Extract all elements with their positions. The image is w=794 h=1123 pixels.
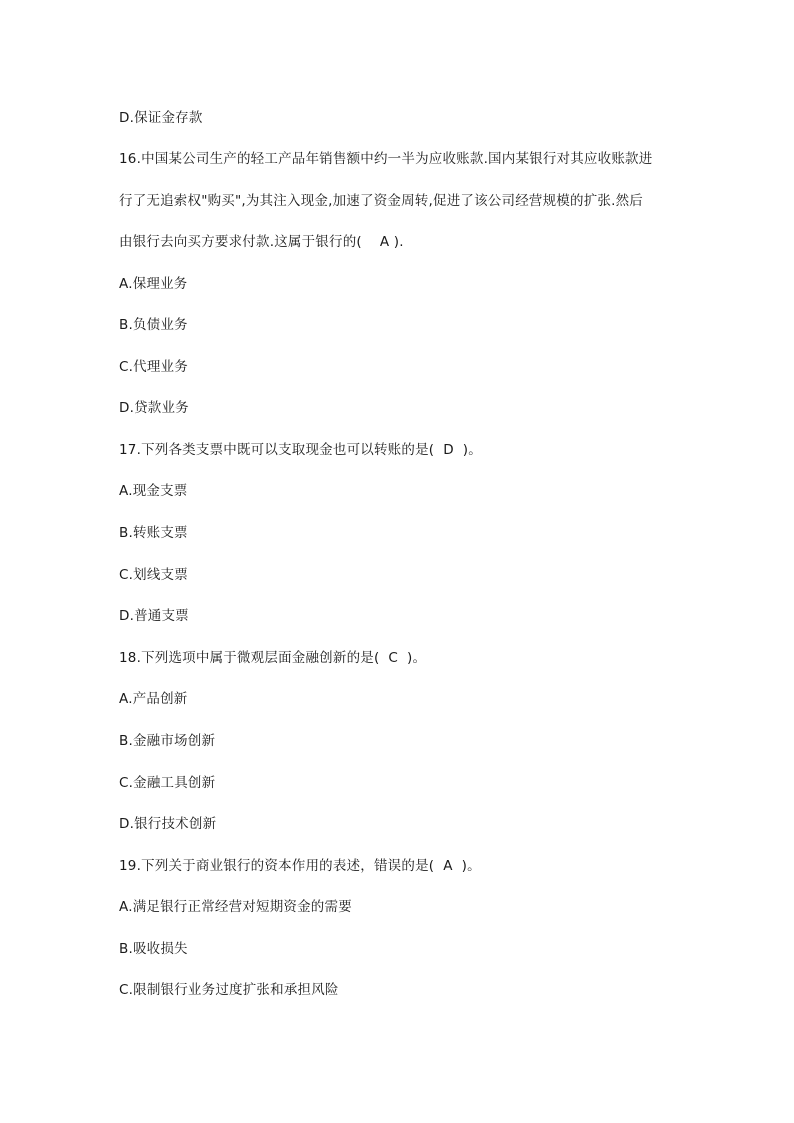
question-16-line-3: 由银行去向买方要求付款.这属于银行的( A ). xyxy=(119,234,404,250)
option-18-b: B.金融市场创新 xyxy=(119,733,216,749)
option-19-a: A.满足银行正常经营对短期资金的需要 xyxy=(119,899,352,915)
option-19-b: B.吸收损失 xyxy=(119,941,188,957)
option-15-d: D.保证金存款 xyxy=(119,110,203,126)
option-17-c: C.划线支票 xyxy=(119,567,188,583)
option-18-c: C.金融工具创新 xyxy=(119,775,216,791)
question-16-line-2: 行了无追索权"购买",为其注入现金,加速了资金周转,促进了该公司经营规模的扩张.然后 xyxy=(119,193,643,209)
option-16-d: D.贷款业务 xyxy=(119,400,189,416)
option-16-b: B.负债业务 xyxy=(119,317,188,333)
option-18-a: A.产品创新 xyxy=(119,691,188,707)
question-17: 17.下列各类支票中既可以支取现金也可以转账的是( D )。 xyxy=(119,442,482,458)
option-16-a: A.保理业务 xyxy=(119,276,188,292)
option-17-a: A.现金支票 xyxy=(119,483,188,499)
option-16-c: C.代理业务 xyxy=(119,359,188,375)
option-19-c: C.限制银行业务过度扩张和承担风险 xyxy=(119,982,339,998)
option-17-b: B.转账支票 xyxy=(119,525,188,541)
question-18: 18.下列选项中属于微观层面金融创新的是( C )。 xyxy=(119,650,427,666)
question-16-line-1: 16.中国某公司生产的轻工产品年销售额中约一半为应收账款.国内某银行对其应收账款进 xyxy=(119,151,653,167)
question-19: 19.下列关于商业银行的资本作用的表述，错误的是( A )。 xyxy=(119,858,481,874)
option-17-d: D.普通支票 xyxy=(119,608,189,624)
option-18-d: D.银行技术创新 xyxy=(119,816,217,832)
